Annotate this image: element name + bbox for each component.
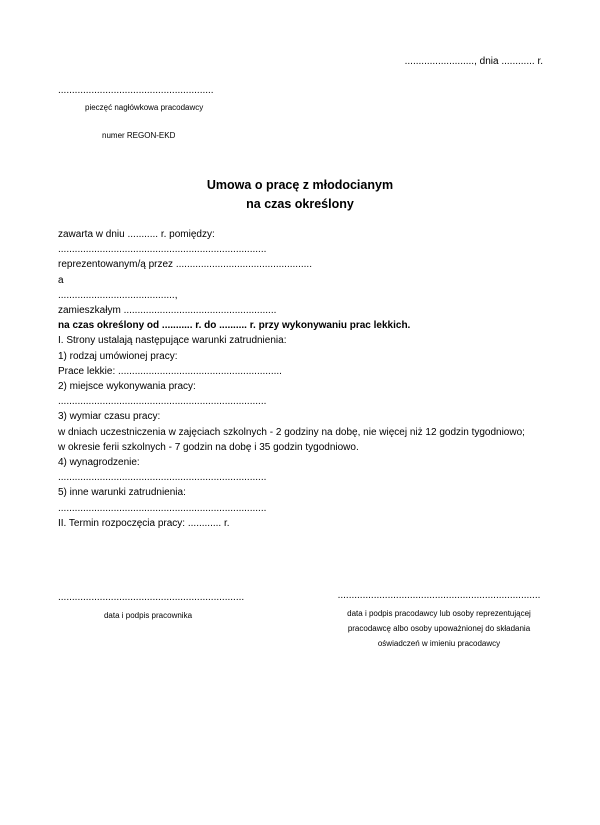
body-line: 1) rodzaj umówionej pracy: bbox=[58, 350, 178, 362]
stamp-dots: ........................................................ bbox=[58, 85, 214, 96]
employer-signature bbox=[333, 590, 545, 651]
regon-label: numer REGON-EKD bbox=[102, 131, 176, 140]
employer-signature-dots: ......................................................................... bbox=[337, 590, 541, 601]
body-line: a bbox=[58, 274, 64, 286]
body-line: 3) wymiar czasu pracy: bbox=[58, 411, 161, 423]
body-line: 4) wynagrodzenie: bbox=[58, 457, 140, 469]
body-line: zamieszkałym ....................................................... bbox=[58, 305, 277, 317]
body-line: ........................................................................... bbox=[58, 502, 267, 514]
employer-signature-label-line: pracodawcę albo osoby upoważnionej do składania bbox=[347, 624, 531, 633]
employee-signature-label: data i podpis pracownika bbox=[103, 611, 193, 620]
body-line: na czas określony od ........... r. do .......... r. przy wykonywaniu prac lekkich. bbox=[58, 320, 411, 332]
body-line: ........................................................................... bbox=[58, 472, 267, 484]
employer-signature-label bbox=[333, 606, 545, 651]
employee-signature bbox=[58, 592, 245, 623]
body-line: .........................................., bbox=[58, 289, 178, 301]
body-line: w okresie ferii szkolnych - 7 godzin na dobę i 35 godzin tygodniowo. bbox=[58, 441, 359, 453]
body-line: 2) miejsce wykonywania pracy: bbox=[58, 381, 196, 393]
employer-signature-label-line: oświadczeń w imieniu pracodawcy bbox=[377, 639, 501, 648]
contract-body bbox=[58, 227, 525, 531]
body-line: 5) inne warunki zatrudnienia: bbox=[58, 487, 186, 499]
body-line: Prace lekkie: ........................................................... bbox=[58, 365, 282, 377]
body-line: I. Strony ustalają następujące warunki zatrudnienia: bbox=[58, 335, 287, 347]
body-line: w dniach uczestniczenia w zajęciach szkolnych - 2 godziny na dobę, nie więcej niż 12 godzin tygodniowo; bbox=[58, 426, 525, 438]
employee-signature-dots: ................................................................... bbox=[58, 592, 245, 603]
body-line: zawarta w dniu ........... r. pomiędzy: bbox=[58, 229, 215, 240]
title-line-1: Umowa o pracę z młodocianym bbox=[206, 178, 394, 192]
body-line: ........................................................................... bbox=[58, 396, 267, 408]
body-line: II. Termin rozpoczęcia pracy: ............ r. bbox=[58, 517, 230, 529]
place-date-line: ........................., dnia ............ r. bbox=[404, 56, 543, 67]
document-title bbox=[0, 176, 600, 214]
body-line: reprezentowanym/ą przez ................................................. bbox=[58, 259, 312, 271]
employer-signature-label-line: data i podpis pracodawcy lub osoby reprezentującej bbox=[347, 609, 531, 618]
stamp-label: pieczęć nagłówkowa pracodawcy bbox=[85, 103, 204, 112]
title-line-2: na czas określony bbox=[246, 197, 354, 211]
body-line: ........................................................................... bbox=[58, 244, 267, 256]
